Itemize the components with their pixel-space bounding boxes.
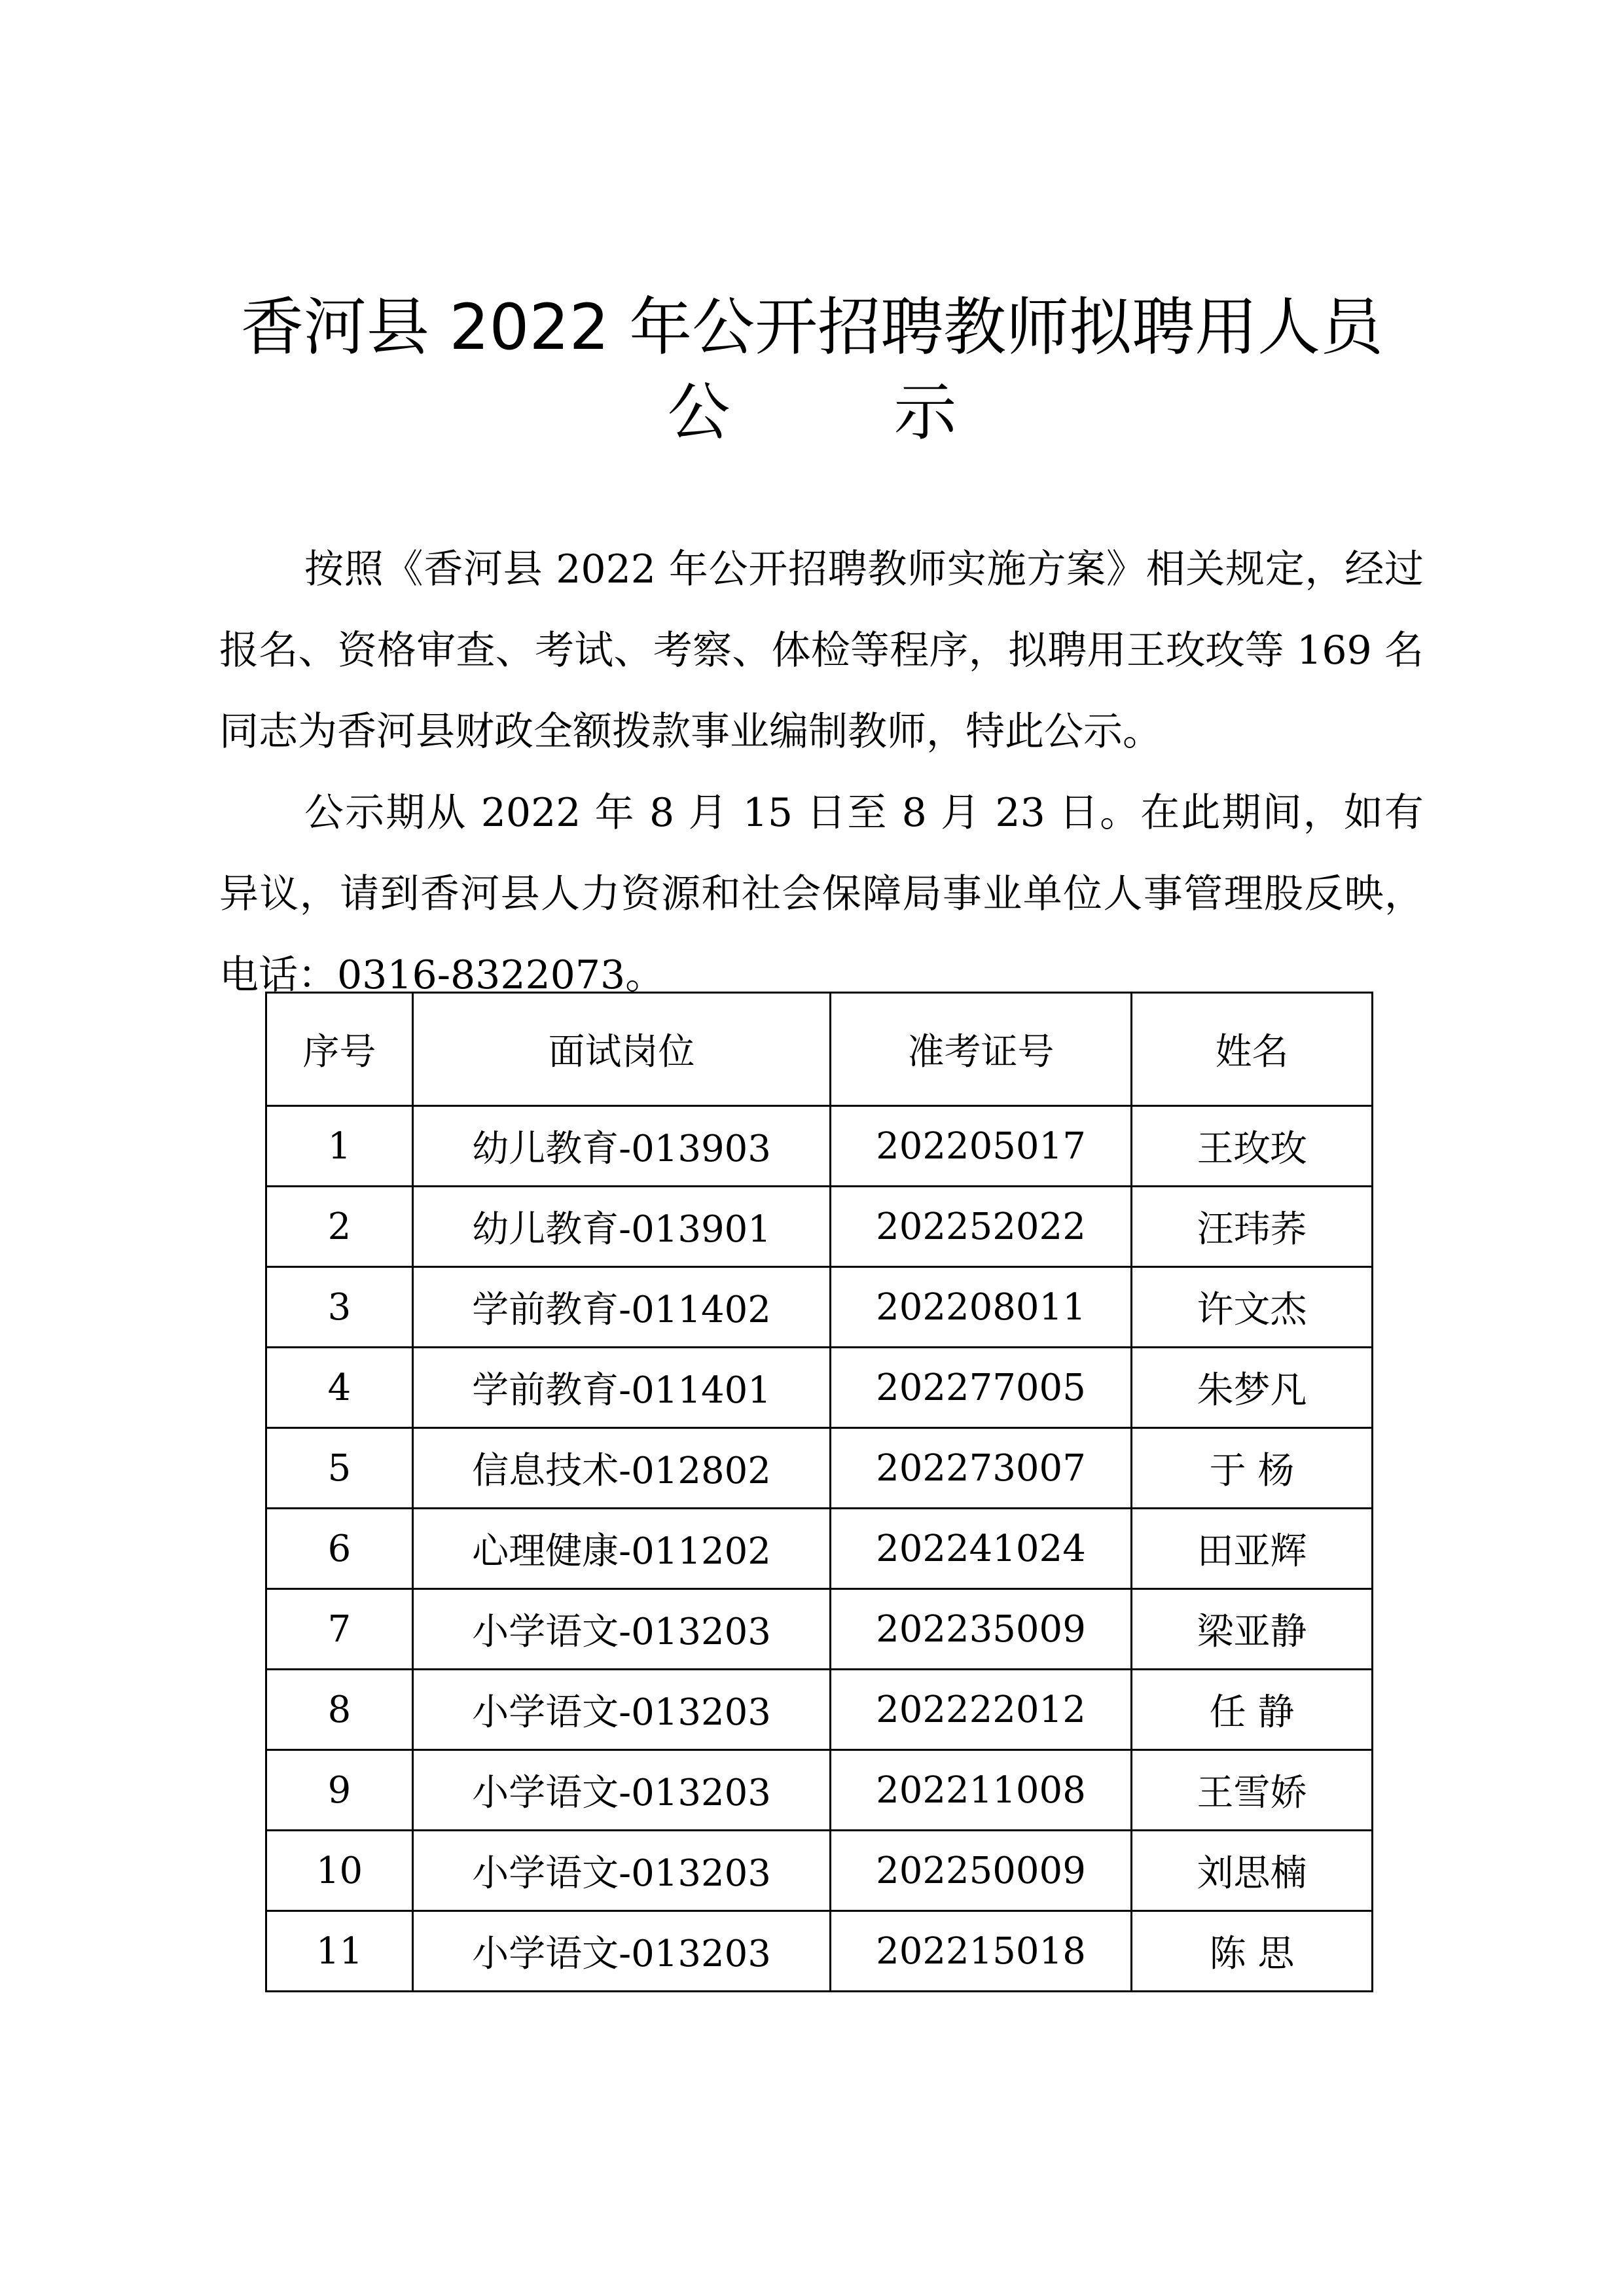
cell-exam-id: 202252022 [831, 1187, 1132, 1267]
cell-name: 汪玮荞 [1132, 1187, 1373, 1267]
header-name: 姓名 [1132, 993, 1373, 1106]
cell-index: 4 [266, 1348, 413, 1428]
table-row [266, 1187, 1373, 1267]
cell-position: 小学语文-013203 [413, 1831, 831, 1911]
cell-index: 5 [266, 1428, 413, 1509]
document-subtitle [0, 373, 1624, 452]
cell-exam-id: 202205017 [831, 1106, 1132, 1187]
cell-position: 信息技术-012802 [413, 1428, 831, 1509]
cell-index: 10 [266, 1831, 413, 1911]
cell-position: 小学语文-013203 [413, 1589, 831, 1670]
table-row [266, 1831, 1373, 1911]
cell-name: 王雪娇 [1132, 1750, 1373, 1831]
header-exam-id: 准考证号 [831, 993, 1132, 1106]
cell-exam-id: 202277005 [831, 1348, 1132, 1428]
cell-position: 学前教育-011402 [413, 1267, 831, 1348]
document-title: 香河县 2022 年公开招聘教师拟聘用人员 [240, 291, 1384, 364]
cell-position: 小学语文-013203 [413, 1670, 831, 1750]
table-row [266, 1589, 1373, 1670]
cell-exam-id: 202215018 [831, 1911, 1132, 1992]
header-index: 序号 [266, 993, 413, 1106]
cell-name: 于 杨 [1132, 1428, 1373, 1509]
cell-index: 6 [266, 1509, 413, 1589]
cell-index: 7 [266, 1589, 413, 1670]
table-row [266, 1750, 1373, 1831]
notice-period-paragraph: 公示期从 2022 年 8 月 15 日至 8 月 23 日。在此期间，如有异议，请到香河县人力资源和社会保障局事业单位人事管理股反映，电话：0316-8322073。 [219, 790, 1424, 998]
table-header-row [266, 993, 1373, 1106]
cell-name: 王玫玫 [1132, 1106, 1373, 1187]
subtitle-char-2: 示 [893, 376, 957, 449]
cell-position: 心理健康-011202 [413, 1509, 831, 1589]
cell-index: 3 [266, 1267, 413, 1348]
table-row [266, 1509, 1373, 1589]
cell-exam-id: 202211008 [831, 1750, 1132, 1831]
cell-name: 陈 思 [1132, 1911, 1373, 1992]
cell-name: 朱梦凡 [1132, 1348, 1373, 1428]
cell-position: 学前教育-011401 [413, 1348, 831, 1428]
cell-name: 刘思楠 [1132, 1831, 1373, 1911]
cell-index: 2 [266, 1187, 413, 1267]
intro-paragraph: 按照《香河县 2022 年公开招聘教师实施方案》相关规定，经过报名、资格审查、考试、考察、体检等程序，拟聘用王玫玫等 169 名同志为香河县财政全额拨款事业编制教师，特此公示。 [219, 547, 1424, 755]
cell-index: 11 [266, 1911, 413, 1992]
header-position: 面试岗位 [413, 993, 831, 1106]
subtitle-char-1: 公 [667, 376, 731, 449]
cell-exam-id: 202222012 [831, 1670, 1132, 1750]
cell-exam-id: 202250009 [831, 1831, 1132, 1911]
cell-index: 1 [266, 1106, 413, 1187]
cell-name: 田亚辉 [1132, 1509, 1373, 1589]
table-row [266, 1670, 1373, 1750]
cell-name: 梁亚静 [1132, 1589, 1373, 1670]
table-row [266, 1911, 1373, 1992]
cell-name: 任 静 [1132, 1670, 1373, 1750]
cell-position: 小学语文-013203 [413, 1911, 831, 1992]
cell-exam-id: 202273007 [831, 1428, 1132, 1509]
candidate-table [265, 992, 1373, 1992]
cell-position: 小学语文-013203 [413, 1750, 831, 1831]
table-row [266, 1106, 1373, 1187]
cell-exam-id: 202208011 [831, 1267, 1132, 1348]
cell-name: 许文杰 [1132, 1267, 1373, 1348]
cell-position: 幼儿教育-013903 [413, 1106, 831, 1187]
table-row [266, 1267, 1373, 1348]
cell-index: 9 [266, 1750, 413, 1831]
cell-index: 8 [266, 1670, 413, 1750]
cell-position: 幼儿教育-013901 [413, 1187, 831, 1267]
table-row [266, 1428, 1373, 1509]
cell-exam-id: 202235009 [831, 1589, 1132, 1670]
table-row [266, 1348, 1373, 1428]
cell-exam-id: 202241024 [831, 1509, 1132, 1589]
